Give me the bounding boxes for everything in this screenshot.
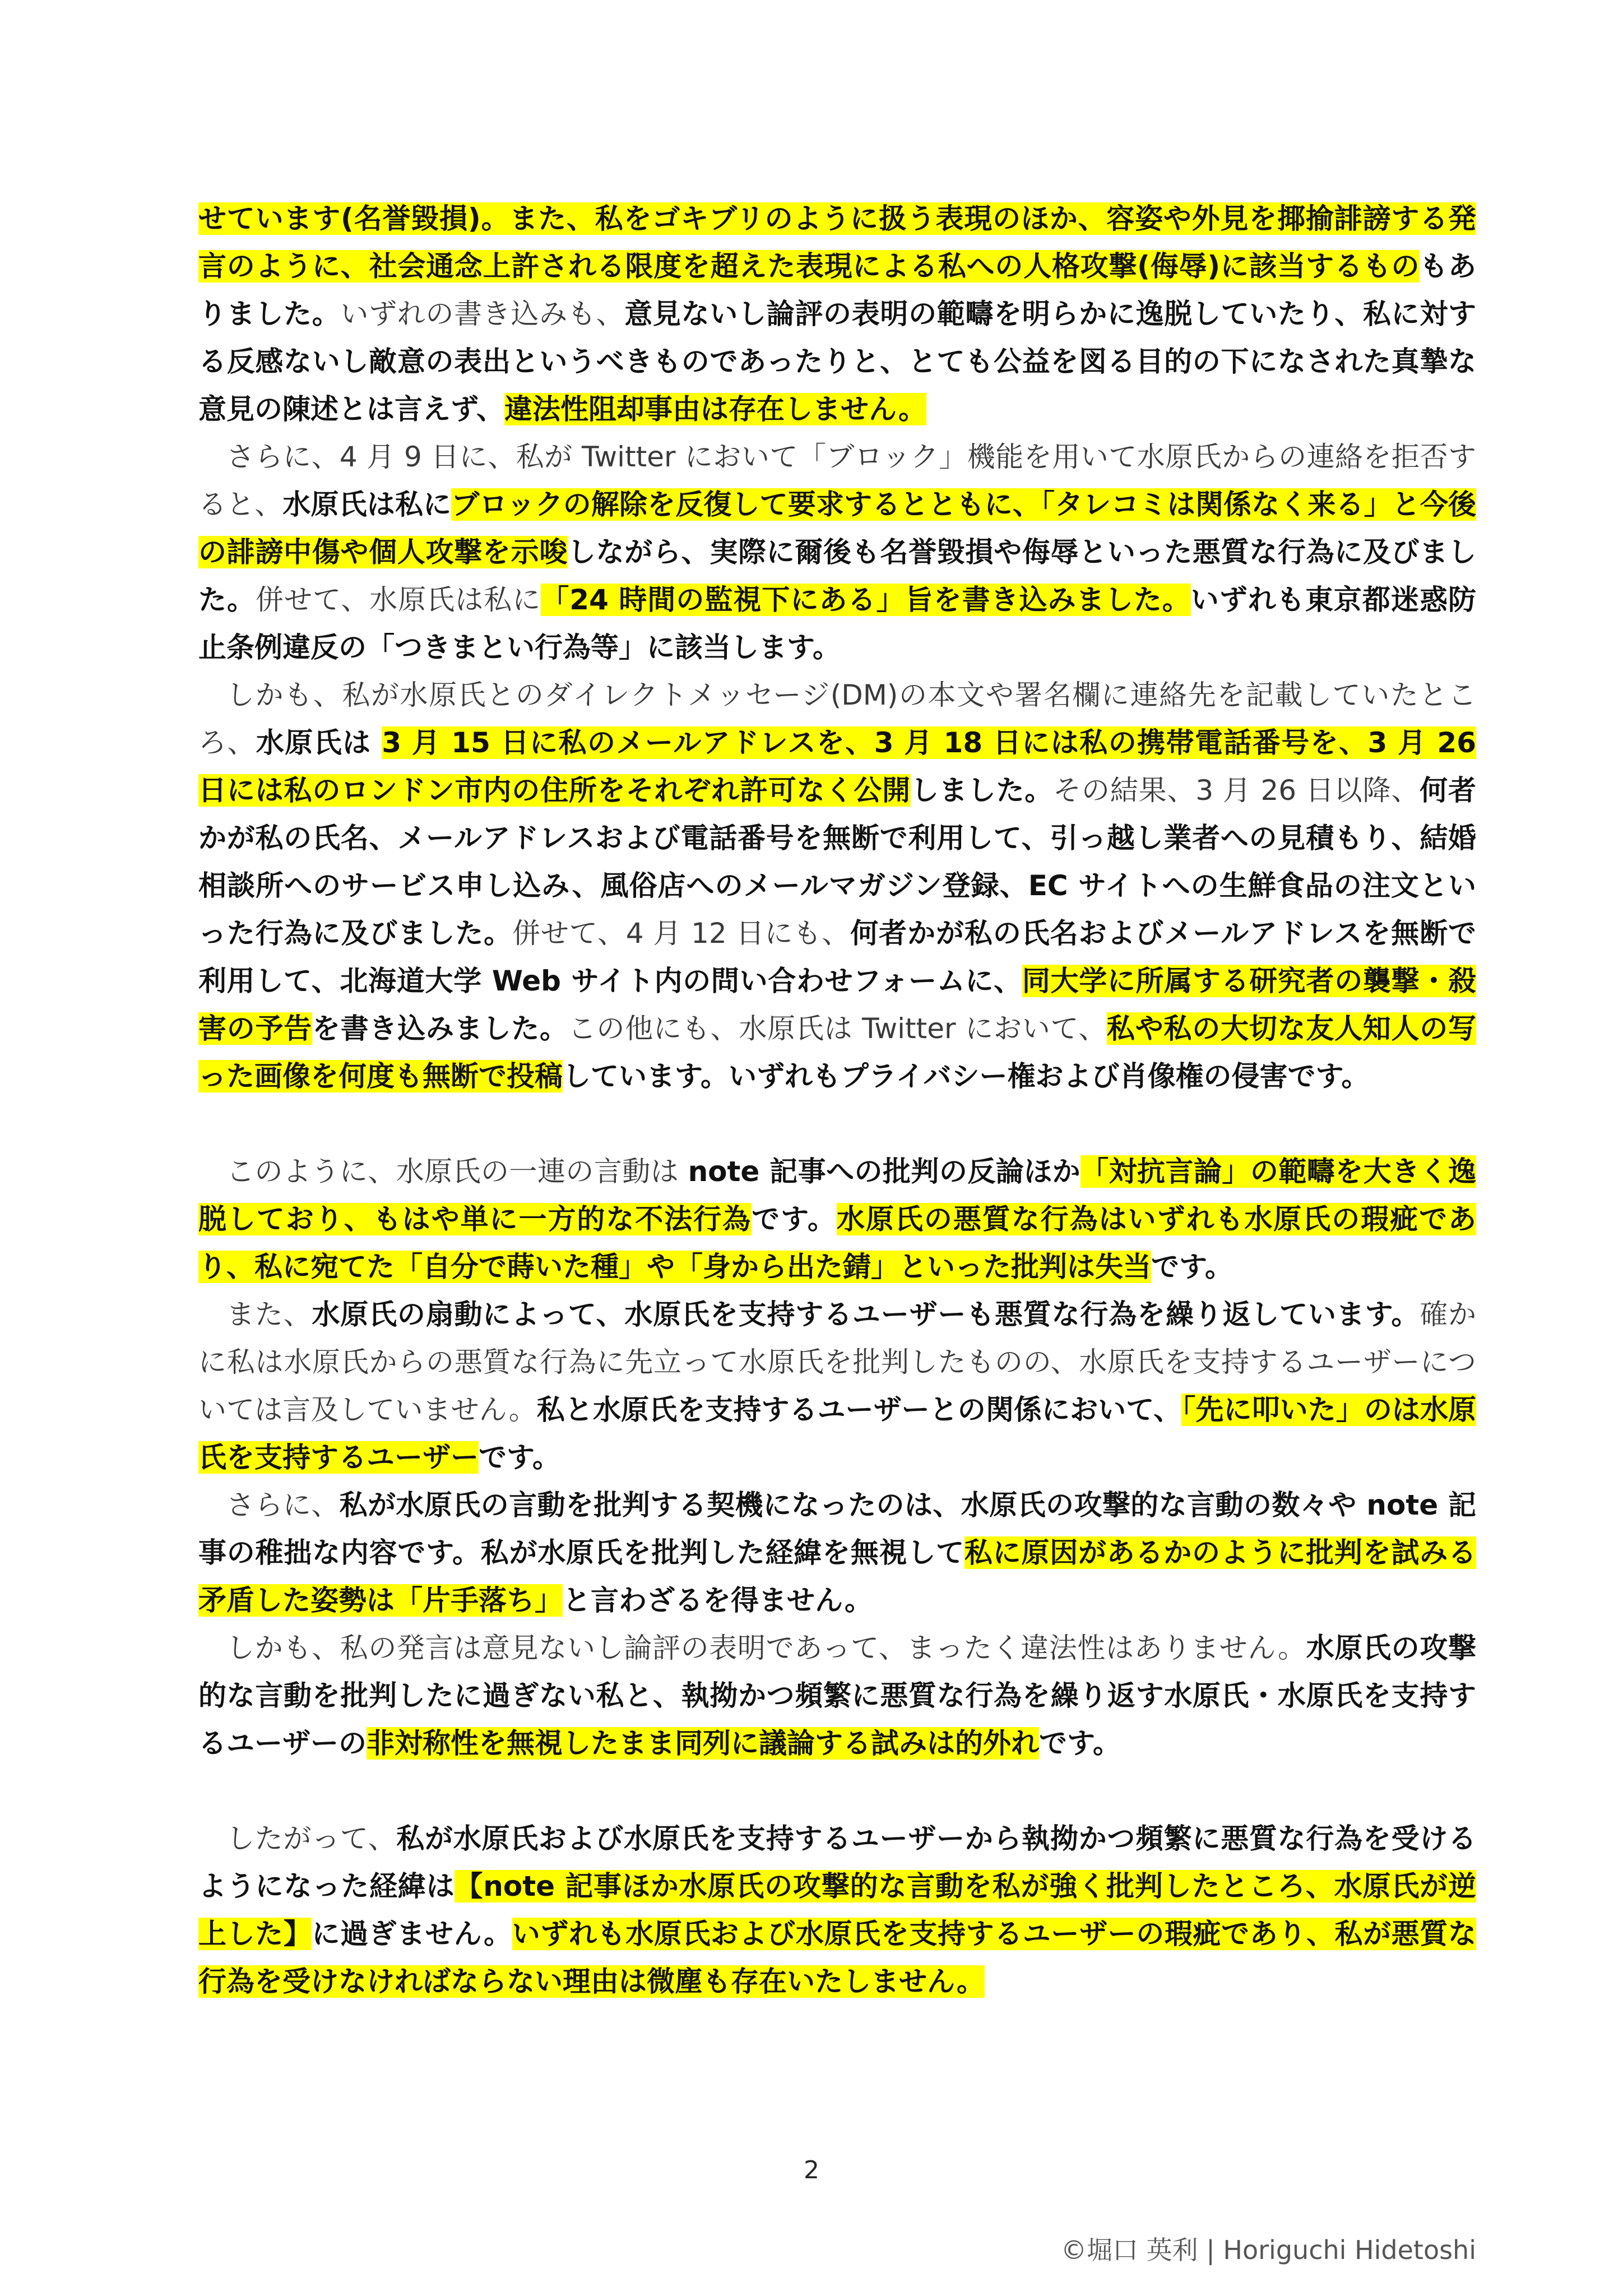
bold-text: しながら、実際に爾後も名誉毀損や侮辱といった悪質な行為に及びました。 [198, 536, 1477, 616]
bold-text: 水原氏は私に [282, 488, 452, 521]
highlighted-text: 同大学に所属する研究者の襲撃・殺害の予告 [198, 965, 1476, 1045]
body-text: その結果、3 月 26 日以降、 [1053, 774, 1420, 807]
bold-text: note 記事への批判の反論ほか [688, 1155, 1081, 1188]
bold-text: です。 [752, 1203, 837, 1235]
body-text: さらに、4 月 9 日に、私が Twitter において「ブロック」機能を用いて水原氏からの連絡を拒否すると、 [198, 441, 1476, 521]
bold-text: を書き込みました。 [312, 1012, 568, 1045]
body-text: いずれの書き込みも、 [340, 298, 625, 330]
bold-text: 何者かが私の氏名およびメールアドレスを無断で利用して、北海道大学 Web サイト内の問い合わせフォームに、 [198, 917, 1477, 997]
highlighted-text: 水原氏の悪質な行為はいずれも水原氏の瑕疵であり、私に宛てた「自分で蒔いた種」や「身から出た錆」といった批判は失当 [198, 1203, 1477, 1283]
bold-text: 私と水原氏を支持するユーザーとの関係において、 [536, 1394, 1182, 1426]
paragraph [198, 433, 1476, 672]
highlighted-text: 「先に叩いた」のは水原氏を支持するユーザー [198, 1394, 1477, 1474]
page-number: 2 [804, 2156, 819, 2184]
highlighted-text: 3 月 15 日に私のメールアドレスを、3 月 18 日には私の携帯電話番号を、3 月 26 日には私のロンドン市内の住所をそれぞれ許可なく公開 [198, 726, 1477, 807]
highlighted-text: 私に原因があるかのように批判を試みる矛盾した姿勢は「片手落ち」 [198, 1536, 1477, 1617]
copyright-notice: ©堀口 英利 | Horiguchi Hidetoshi [1061, 2235, 1476, 2265]
highlighted-text: 【note 記事ほか水原氏の攻撃的な言動を私が強く批判したところ、水原氏が逆上した】 [198, 1870, 1476, 1950]
bold-text: 私が水原氏および水原氏を支持するユーザーから執拗かつ頻繁に悪質な行為を受けるようになった経緯は [198, 1822, 1477, 1902]
body-text: この他にも、水原氏は Twitter において、 [568, 1012, 1107, 1045]
bold-text: 意見ないし論評の表明の範疇を明らかに逸脱していたり、私に対する反感ないし敵意の表出というべきものであったりと、とても公益を図る目的の下になされた真摯な意見の陳述とは言えず、 [198, 298, 1477, 425]
bold-text: です。 [1039, 1727, 1121, 1760]
bold-text: もありました。 [198, 250, 1477, 330]
bold-text: 水原氏の攻撃的な言動を批判したに過ぎない私と、執拗かつ頻繁に悪質な行為を繰り返す水原氏・水原氏を支持するユーザーの [198, 1632, 1477, 1760]
highlighted-text: 非対称性を無視したまま同列に議論する試みは的外れ [367, 1727, 1039, 1760]
body-text: また、 [226, 1298, 312, 1331]
bold-text: と言わざるを得ません。 [563, 1584, 873, 1617]
body-text: したがって、 [226, 1822, 397, 1855]
body-text: しかも、私の発言は意見ないし論評の表明であって、まったく違法性はありません。 [226, 1632, 1306, 1664]
bold-text: しています。いずれもプライバシー権および肖像権の侵害です。 [563, 1060, 1370, 1093]
paragraph-gap [198, 1767, 1476, 1815]
body-text: 併せて、水原氏は私に [256, 584, 541, 616]
document-body [198, 195, 1476, 2006]
paragraph [198, 672, 1476, 1100]
body-text: 確かに私は水原氏からの悪質な行為に先立って水原氏を批判したものの、水原氏を支持するユーザーについては言及していません。 [198, 1298, 1477, 1426]
bold-text: 水原氏の扇動によって、水原氏を支持するユーザーも悪質な行為を繰り返しています。 [312, 1298, 1420, 1331]
paragraph [198, 1291, 1476, 1482]
paragraph [198, 1815, 1476, 2006]
highlighted-text: ブロックの解除を反復して要求するとともに、「タレコミは関係なく来る」と今後の誹謗中傷や個人攻撃を示唆 [198, 488, 1477, 568]
highlighted-text: 違法性阻却事由は存在しません。 [504, 393, 926, 425]
paragraph [198, 1148, 1476, 1291]
body-text: さらに、 [226, 1489, 340, 1521]
highlighted-text: 「対抗言論」の範疇を大きく逸脱しており、もはや単に一方的な不法行為 [198, 1155, 1476, 1235]
bold-text: 私が水原氏の言動を批判する契機になったのは、水原氏の攻撃的な言動の数々や note 記事の稚拙な内容です。私が水原氏を批判した経緯を無視して [198, 1489, 1477, 1569]
paragraph-gap [198, 1100, 1476, 1148]
bold-text: いずれも東京都迷惑防止条例違反の「つきまとい行為等」に該当します。 [198, 584, 1476, 664]
highlighted-text: せています(名誉毀損)。また、私をゴキブリのように扱う表現のほか、容姿や外見を揶揄誹謗する発言のように、社会通念上許される限度を超えた表現による私への人格攻撃(侮辱)に該当するもの [198, 202, 1476, 283]
bold-text: に過ぎません。 [312, 1918, 512, 1950]
highlighted-text: 「24 時間の監視下にある」旨を書き込みました。 [541, 584, 1191, 616]
body-text: 併せて、4 月 12 日にも、 [512, 917, 851, 950]
highlighted-text: 私や私の大切な友人知人の写った画像を何度も無断で投稿 [198, 1012, 1477, 1093]
bold-text: です。 [479, 1441, 560, 1474]
paragraph [198, 195, 1476, 433]
paragraph [198, 1482, 1476, 1624]
body-text: このように、水原氏の一連の言動は [226, 1155, 688, 1188]
highlighted-text: いずれも水原氏および水原氏を支持するユーザーの瑕疵であり、私が悪質な行為を受けなければならない理由は微塵も存在いたしません。 [198, 1918, 1477, 1998]
bold-text: しました。 [910, 774, 1054, 807]
paragraph [198, 1624, 1476, 1767]
bold-text: 何者かが私の氏名、メールアドレスおよび電話番号を無断で利用して、引っ越し業者への見積もり、結婚相談所へのサービス申し込み、風俗店へのメールマガジン登録、EC サイトへの生鮮食品の注文といった行為に及びました。 [198, 774, 1477, 950]
bold-text: 水原氏は [256, 726, 382, 759]
body-text: しかも、私が水原氏とのダイレクトメッセージ(DM)の本文や署名欄に連絡先を記載していたところ、 [198, 679, 1476, 759]
bold-text: です。 [1151, 1251, 1233, 1283]
